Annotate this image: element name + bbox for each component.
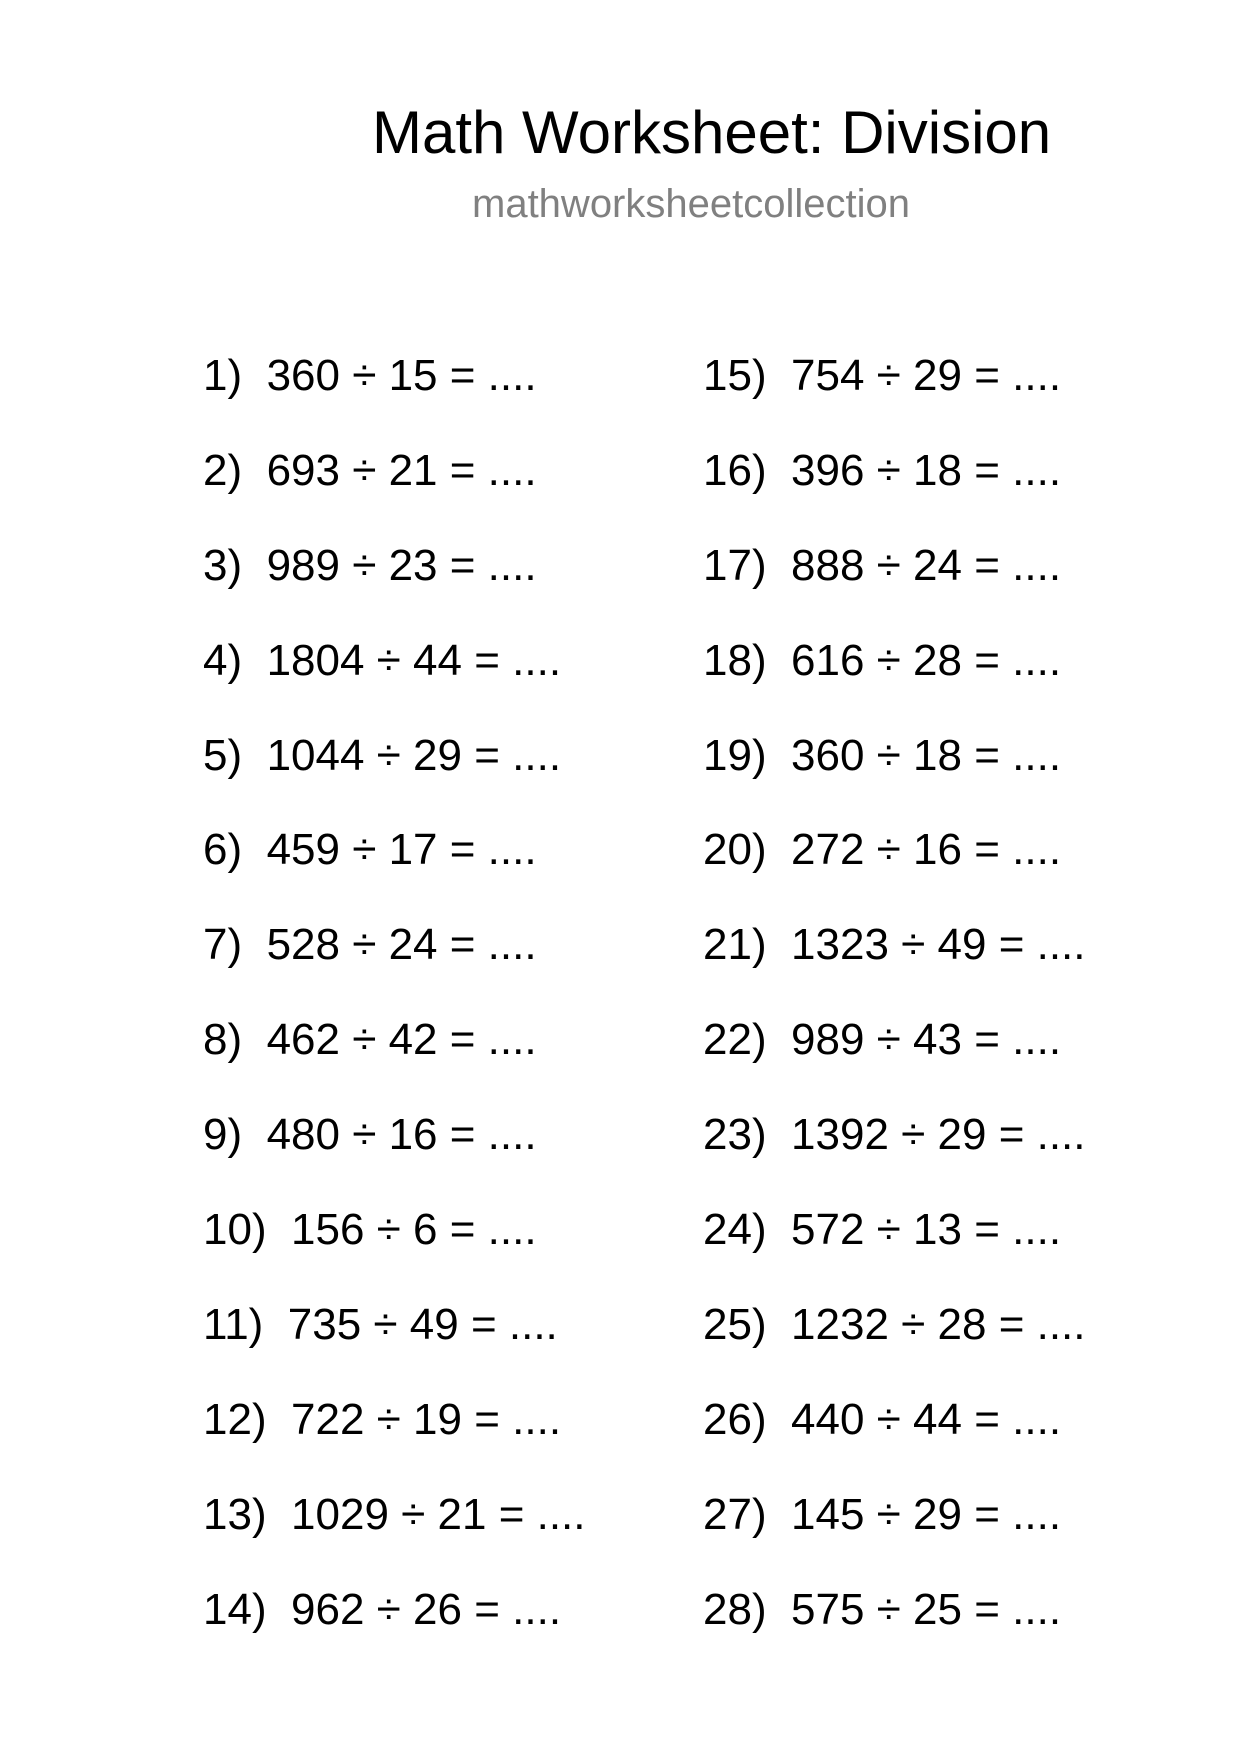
problem-2: 2) 693 ÷ 21 = .... (203, 445, 537, 495)
worksheet-title: Math Worksheet: Division (372, 99, 1052, 166)
problem-7: 7) 528 ÷ 24 = .... (203, 920, 537, 970)
problem-19: 19) 360 ÷ 18 = .... (703, 730, 1062, 780)
problem-3: 3) 989 ÷ 23 = .... (203, 540, 537, 590)
problem-15: 15) 754 ÷ 29 = .... (703, 351, 1062, 400)
problem-26: 26) 440 ÷ 44 = .... (703, 1394, 1062, 1444)
worksheet-source: mathworksheetcollection (472, 182, 910, 226)
problem-17: 17) 888 ÷ 24 = .... (703, 540, 1062, 590)
problem-10: 10) 156 ÷ 6 = .... (203, 1205, 537, 1255)
problem-20: 20) 272 ÷ 16 = .... (703, 825, 1062, 875)
problem-4: 4) 1804 ÷ 44 = .... (203, 635, 562, 685)
problem-8: 8) 462 ÷ 42 = .... (203, 1015, 537, 1065)
problem-21: 21) 1323 ÷ 49 = .... (703, 920, 1086, 970)
problems-column-right (703, 350, 1163, 1678)
problem-13: 13) 1029 ÷ 21 = .... (203, 1489, 586, 1539)
problem-23: 23) 1392 ÷ 29 = .... (703, 1110, 1086, 1160)
problem-25: 25) 1232 ÷ 28 = .... (703, 1299, 1086, 1349)
problem-11: 11) 735 ÷ 49 = .... (203, 1299, 558, 1349)
problem-1: 1) 360 ÷ 15 = .... (203, 351, 537, 400)
problem-22: 22) 989 ÷ 43 = .... (703, 1015, 1062, 1065)
problem-18: 18) 616 ÷ 28 = .... (703, 635, 1062, 685)
problem-9: 9) 480 ÷ 16 = .... (203, 1110, 537, 1160)
problem-27: 27) 145 ÷ 29 = .... (703, 1489, 1062, 1539)
problem-28: 28) 575 ÷ 25 = .... (703, 1584, 1062, 1634)
problem-16: 16) 396 ÷ 18 = .... (703, 445, 1062, 495)
problem-24: 24) 572 ÷ 13 = .... (703, 1205, 1062, 1255)
problem-6: 6) 459 ÷ 17 = .... (203, 825, 537, 875)
problems-column-left (203, 350, 663, 1678)
problem-14: 14) 962 ÷ 26 = .... (203, 1584, 562, 1634)
problem-5: 5) 1044 ÷ 29 = .... (203, 730, 562, 780)
problem-12: 12) 722 ÷ 19 = .... (203, 1394, 562, 1444)
